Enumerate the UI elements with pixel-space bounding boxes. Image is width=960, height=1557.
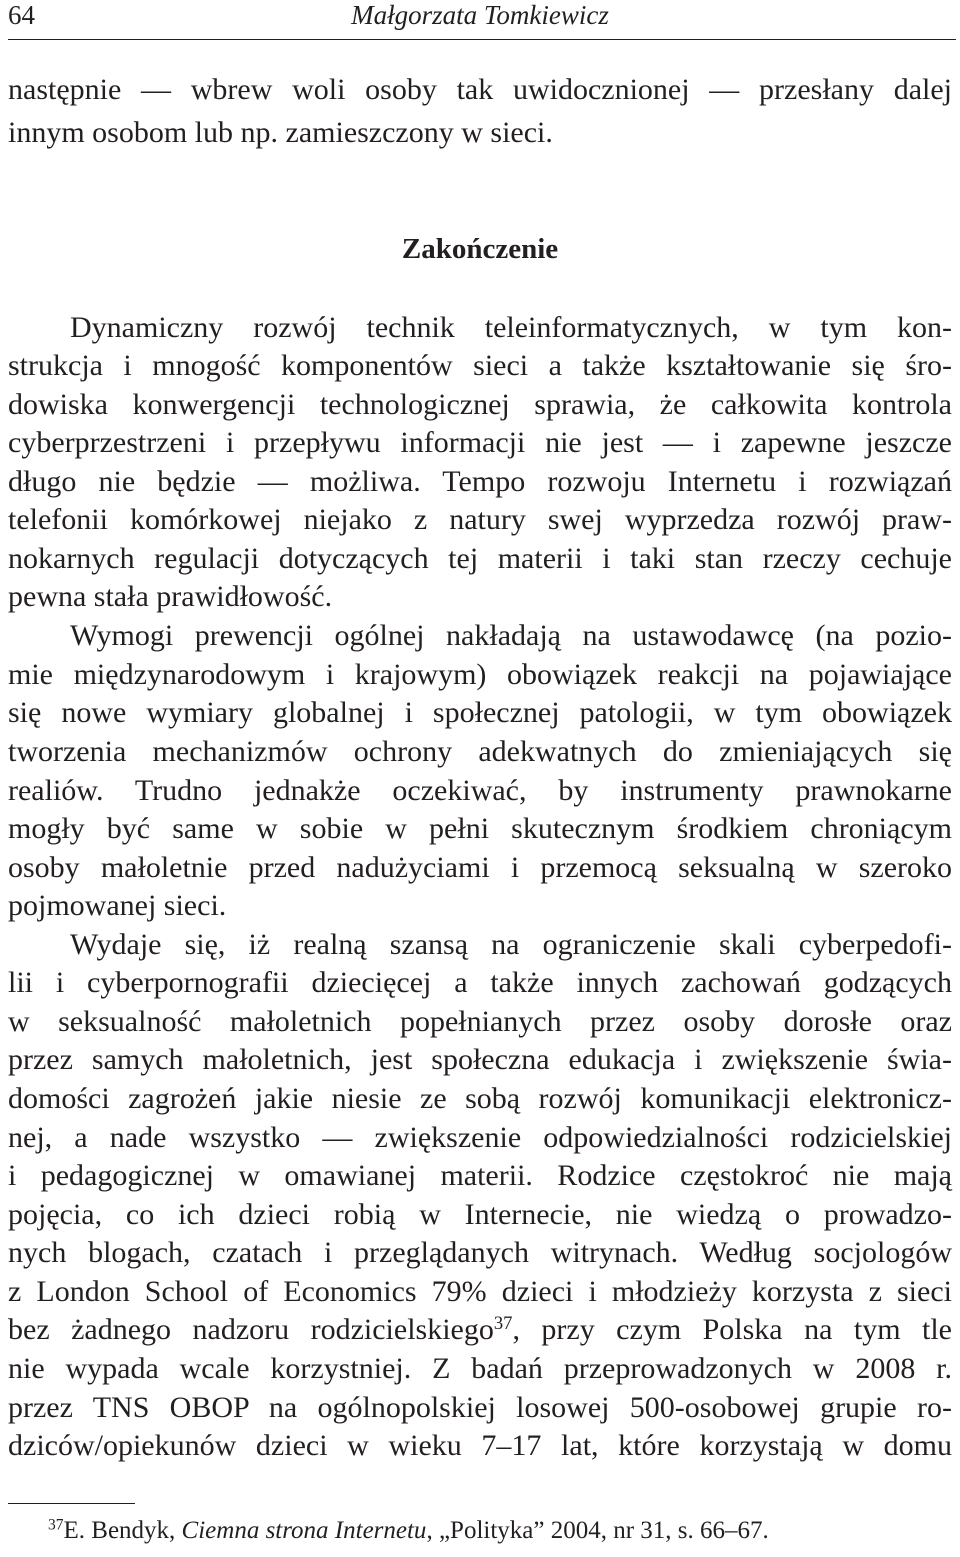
text-line: Wydaje się, iż realną szansą na ograniczenie skali cyberpedofi- — [70, 928, 952, 961]
text-line — [8, 1311, 952, 1349]
text-line: dziców/opiekunów dzieci w wieku 7–17 lat, które korzystają w domu — [8, 1429, 952, 1462]
text-line: innym osobom lub np. zamieszczony w sieci. — [8, 116, 553, 149]
text-line: długo nie będzie — możliwa. Tempo rozwoju Internetu i rozwiązań — [8, 465, 952, 498]
footnote-rule — [8, 1503, 135, 1504]
footnote-author: E. Bendyk, — [63, 1517, 182, 1544]
text-line: domości zagrożeń jakie niesie ze sobą rozwój komunikacji elektronicz- — [8, 1082, 952, 1115]
text-line: pojęcia, co ich dzieci robią w Internecie, nie wiedzą o prowadzo- — [8, 1198, 952, 1231]
footnote — [48, 1515, 769, 1547]
text-line: nie wypada wcale korzystniej. Z badań przeprowadzonych w 2008 r. — [8, 1352, 952, 1385]
text-line: przez samych małoletnich, jest społeczna edukacja i zwiększenie świa- — [8, 1043, 952, 1076]
text-segment: , przy czym Polska na tym tle — [512, 1313, 952, 1346]
page-header — [0, 0, 960, 40]
text-line: realiów. Trudno jednakże oczekiwać, by instrumenty prawnokarne — [8, 774, 952, 807]
text-line: nych blogach, czatach i przeglądanych witrynach. Według socjologów — [8, 1236, 952, 1269]
text-line: nej, a nade wszystko — zwiększenie odpowiedzialności rodzicielskiej — [8, 1121, 952, 1154]
text-line: się nowe wymiary globalnej i społecznej patologii, w tym obowiązek — [8, 696, 952, 729]
running-title: Małgorzata Tomkiewicz — [351, 0, 609, 30]
text-line: pojmowanej sieci. — [8, 889, 227, 922]
text-line: cyberprzestrzeni i przepływu informacji nie jest — i zapewne jeszcze — [8, 426, 952, 459]
footnote-reference: 37 — [493, 1312, 513, 1334]
footnote-rest: , „Polityka” 2004, nr 31, s. 66–67. — [426, 1517, 769, 1544]
section-heading: Zakończenie — [401, 233, 559, 265]
text-line: mie międzynarodowym i krajowym) obowiązek reakcji na pojawiające — [8, 658, 952, 691]
footnote-marker: 37 — [48, 1516, 64, 1534]
text-line: strukcja i mnogość komponentów sieci a także kształtowanie się śro- — [8, 349, 952, 382]
text-line: tworzenia mechanizmów ochrony adekwatnych do zmieniających się — [8, 735, 952, 768]
text-line: mogły być same w sobie w pełni skutecznym środkiem chroniącym — [8, 812, 952, 845]
text-line: Wymogi prewencji ogólnej nakładają na ustawodawcę (na pozio- — [70, 619, 952, 652]
text-line: Dynamiczny rozwój technik teleinformatycznych, w tym kon- — [70, 311, 952, 344]
text-line: dowiska konwergencji technologicznej sprawia, że całkowita kontrola — [8, 388, 952, 421]
text-line: osoby małoletnie przed nadużyciami i przemocą seksualną w szeroko — [8, 851, 952, 884]
text-line: przez TNS OBOP na ogólnopolskiej losowej 500-osobowej grupie ro- — [8, 1391, 952, 1424]
text-segment: bez żadnego nadzoru rodzicielskiego — [8, 1313, 494, 1346]
text-line: i pedagogicznej w omawianej materii. Rodzice częstokroć nie mają — [8, 1159, 952, 1192]
header-rule — [8, 39, 956, 40]
footnote-title: Ciemna strona Internetu — [181, 1517, 427, 1544]
text-line: następnie — wbrew woli osoby tak uwidocznionej — przesłany dalej — [8, 73, 952, 106]
text-line: nokarnych regulacji dotyczących tej materii i taki stan rzeczy cechuje — [8, 542, 952, 575]
text-line: pewna stała prawidłowość. — [8, 580, 333, 613]
text-line: telefonii komórkowej niejako z natury swej wyprzedza rozwój praw- — [8, 503, 952, 536]
text-line: lii i cyberpornografii dziecięcej a także innych zachowań godzących — [8, 966, 952, 999]
page-number: 64 — [8, 0, 35, 30]
text-line: w seksualność małoletnich popełnianych przez osoby dorosłe oraz — [8, 1005, 952, 1038]
text-line: z London School of Economics 79% dzieci i młodzieży korzysta z sieci — [8, 1275, 952, 1308]
